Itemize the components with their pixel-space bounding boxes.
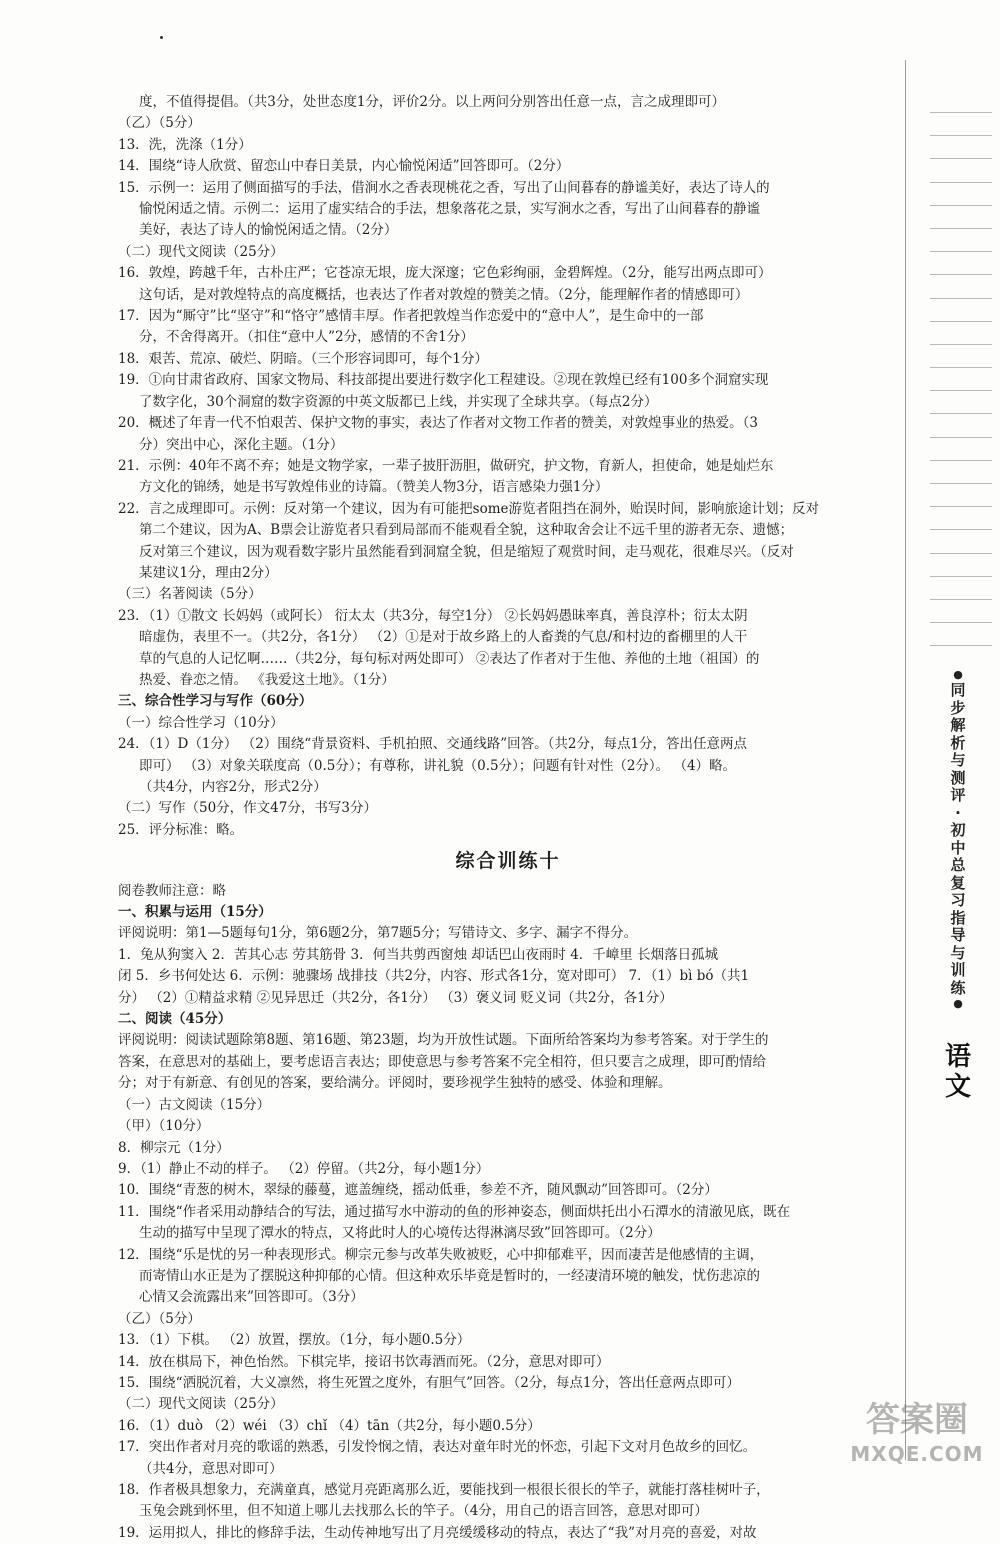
answer-line: 答案，在意思对的基础上，要考虑语言表达；即使意思与参考答案不完全相符，但只要言之成理，即可酌情给 <box>118 1053 766 1070</box>
note-line <box>930 413 992 414</box>
side-label-char: 复 <box>950 873 966 892</box>
answer-line: 23．（1）①散文 长妈妈（或阿长） 衍太太（共3分，每空1分） ②长妈妈愚昧率真，善良淳朴；衍太太阴 <box>118 607 748 624</box>
note-line <box>930 158 992 159</box>
answer-line: 10．围绕“青葱的树木，翠绿的藤蔓，遮盖缠绕，摇动低垂，参差不齐，随风飘动”回答即可。（2分） <box>118 1182 718 1199</box>
answer-section-training-10 <box>118 881 898 1544</box>
answer-line: 即可） （3）对象关联度高（0.5分）；有尊称，讲礼貌（0.5分）；问题有针对性（2分）。 （4）略。 <box>139 757 737 774</box>
answer-line: 这句话，是对敦煌特点的高度概括，也表达了作者对敦煌的赞美之情。（2分，能理解作者的情感即可） <box>139 286 749 303</box>
note-line <box>930 599 992 600</box>
subject-char: 文 <box>944 1072 971 1102</box>
note-line <box>930 460 992 461</box>
answer-line: 20．概述了年青一代不怕艰苦、保护文物的事实，表达了作者对文物工作者的赞美，对敦煌事业的热爱。（3 <box>118 415 759 432</box>
answer-line: 了数字化，30个洞窟的数字资源的中英文版都已上线，并实现了全球共享。（每点2分） <box>139 393 658 410</box>
answer-line: 18．艰苦、荒凉、破烂、阴暗。（三个形容词即可，每个1分） <box>118 350 489 367</box>
side-label-char: 步 <box>950 698 966 717</box>
note-line <box>930 645 992 646</box>
answer-line: 9．（1）静止不动的样子。 （2）停留。（共2分，每小题1分） <box>118 1160 490 1177</box>
answer-line: 暗虚伪，表里不一。（共2分，各1分） （2）①是对于故乡路上的人畜粪的气息/和村边的畜棚里的人干 <box>139 629 748 646</box>
side-label-char: 测 <box>950 768 966 787</box>
page-mark <box>160 36 163 39</box>
answer-section-previous <box>118 92 898 841</box>
side-label-char: 导 <box>950 926 966 944</box>
answer-line: 方文化的锦绣，她是书写敦煌伟业的诗篇。（赞美人物3分，语言感染力强1分） <box>139 479 609 496</box>
note-line <box>930 483 992 484</box>
answer-line: （共4分，内容2分，形式2分） <box>139 779 327 795</box>
answer-line: （乙）（5分） <box>118 115 201 132</box>
side-label-char: 同 <box>950 681 966 699</box>
bullet-icon: ● <box>953 668 963 681</box>
side-label-char: 初 <box>950 821 966 839</box>
answer-line: 11．围绕“作者采用动静结合的写法，通过描写水中游动的鱼的形神姿态，侧面烘托出小石潭水的清澈见底，既在 <box>118 1203 791 1220</box>
note-line <box>930 576 992 577</box>
answer-line: 13．（1）下棋。 （2）放置，摆放。（1分，每小题0.5分） <box>118 1332 471 1349</box>
answer-line: 24．（1）D（1分） （2）围绕“背景资料、手机拍照、交通线路”回答。（共2分，每点1分，答出任意两点 <box>118 736 748 753</box>
side-label-char: 总 <box>950 856 966 874</box>
answer-line: 分，不舍得离开。（扣住“意中人”2分，感情的不舍1分） <box>139 329 474 346</box>
answer-line: 15．示例一：运用了侧面描写的手法，借涧水之香表现桃花之香，写出了山间暮春的静谧美好，表达了诗人的 <box>118 179 770 196</box>
section-heading: 三、综合性学习与写作（60分） <box>118 693 313 710</box>
book-series-label <box>938 668 978 1011</box>
answer-line: 分） （2）①精益求精 ②见异思迁（共2分，各1分） （3）褒义词 贬义词（共2分，各1分） <box>118 989 673 1006</box>
side-label-char: 训 <box>950 961 966 979</box>
side-label-char: 评 <box>950 786 966 804</box>
answer-line: 18．作者极具想象力，充满童真，感觉月亮距离那么近，要能找到一根很长很长的竿子，就能打落桂树叶子， <box>118 1482 770 1498</box>
answer-line: （三）名著阅读（5分） <box>118 586 262 603</box>
note-line <box>930 344 992 345</box>
answer-line: 度，不值得提倡。（共3分，处世态度1分，评价2分。以上两问分别答出任意一点，言之成理即可） <box>139 94 726 110</box>
note-line <box>930 367 992 368</box>
note-line <box>930 321 992 322</box>
subject-label <box>938 1042 978 1102</box>
answer-line: 19．运用拟人，排比的修辞手法，生动传神地写出了月亮缓缓移动的特点，表达了“我”对月亮的喜爱，对故 <box>118 1524 757 1541</box>
answer-line: 17．突出作者对月亮的歌谣的熟悉，引发怜悯之情，表达对童年时光的怀恋，引起下文对月色故乡的回忆。 <box>118 1439 757 1456</box>
note-line <box>930 274 992 275</box>
answer-line: 玉兔会跳到怀里，但不知道上哪儿去找那么长的竿子。（4分，用自己的语言回答，意思对即可） <box>139 1503 708 1520</box>
side-label-char: 练 <box>950 978 966 997</box>
note-line <box>930 298 992 299</box>
answer-line: （共4分，意思对即可） <box>139 1460 283 1477</box>
answer-line: 愉悦闲适之情。示例二：运用了虚实结合的手法，想象落花之景，实写涧水之香，写出了山间暮春的静谧 <box>139 201 760 218</box>
margin-divider <box>905 60 906 1460</box>
answer-line: 13．洗，洗涤（1分） <box>118 136 252 153</box>
bullet-icon: ● <box>953 997 963 1010</box>
answer-line: （一）古文阅读（15分） <box>118 1096 271 1113</box>
note-line <box>930 182 992 183</box>
answer-line: 22．言之成理即可。示例：反对第一个建议，因为有可能把some游览者阻挡在洞外，贻误时间，影响旅途计划；反对 <box>118 500 820 517</box>
note-line <box>930 506 992 507</box>
note-line <box>930 112 992 113</box>
side-label-char: 与 <box>950 751 966 769</box>
answer-line: 16．敦煌，跨越千年，古朴庄严；它苍凉无垠，庞大深邃；它色彩绚丽，金碧辉煌。（2分，能写出两点即可） <box>118 265 772 282</box>
note-line <box>930 228 992 229</box>
answer-line: 热爱、眷恋之情。 《我爱这土地》。（1分） <box>139 671 395 688</box>
answer-line: （二）写作（50分，作文47分，书写3分） <box>118 800 377 817</box>
note-line <box>930 390 992 391</box>
answer-line: 1．兔从狗窦入 2．苦其心志 劳其筋骨 3．何当共剪西窗烛 却话巴山夜雨时 4．千嶂里 长烟落日孤城 <box>118 946 719 963</box>
side-label-char: 与 <box>950 943 966 962</box>
note-line <box>930 205 992 206</box>
answer-line: 阅卷教师注意：略 <box>118 882 226 899</box>
answer-line: 19．①向甘肃省政府、国家文物局、科技部提出要进行数字化工程建设。②现在敦煌已经有100多个洞窟实现 <box>118 372 769 389</box>
section-title: 综合训练十 <box>455 850 561 873</box>
side-label-char: 中 <box>950 838 966 857</box>
answer-key-content <box>118 92 898 1544</box>
answer-line: 评阅说明：阅读试题除第8题、第16题、第23题，均为开放性试题。下面所给答案均为参考答案。对于学生的 <box>118 1032 769 1049</box>
answer-line: 25．评分标准：略。 <box>118 821 244 838</box>
answer-line: （二）现代文阅读（25分） <box>118 1396 284 1413</box>
answer-line: 草的气息的人记忆啊……（共2分，每句标对两处即可） ②表达了作者对于生他、养他的土地（祖国）的 <box>139 650 760 667</box>
answer-line: 14．围绕“诗人欣赏、留恋山中春日美景，内心愉悦闲适”回答即可。（2分） <box>118 158 570 175</box>
note-line <box>930 622 992 623</box>
answer-line: 而寄情山水正是为了摆脱这种抑郁的心情。但这种欢乐毕竟是暂时的，一经凄清环境的触发，忧伤悲凉的 <box>139 1267 760 1284</box>
answer-line: （乙）（5分） <box>118 1310 201 1327</box>
side-label-char: 习 <box>950 891 966 909</box>
answer-line: 分；对于有新意、有创见的答案，要给满分。评阅时，要珍视学生独特的感受、体验和理解。 <box>118 1075 672 1092</box>
answer-line: 评阅说明：第1—5题每句1分，第6题2分，第7题5分；写错诗文、多字、漏字不得分。 <box>118 925 638 942</box>
section-heading: 一、积累与运用（15分） <box>118 904 272 921</box>
answer-line: 21．示例：40年不离不弃；她是文物学家，一辈子披肝沥胆，做研究，护文物，育新人，担使命，她是灿烂东 <box>118 457 774 474</box>
answer-line: （甲）（10分） <box>118 1118 210 1135</box>
answer-line: 生动的描写中呈现了潭水的特点，又将此时人的心境传达得淋漓尽致”回答即可。（2分） <box>139 1225 661 1242</box>
answer-line: 12．围绕“乐是忧的另一种表现形式。柳宗元参与改革失败被贬，心中抑郁难平，因而凄苦是他感情的主调， <box>118 1246 764 1263</box>
answer-line: 8．柳宗元（1分） <box>118 1139 230 1156</box>
side-label-char: 析 <box>950 733 966 752</box>
answer-line: 17．因为“厮守”比“坚守”和“恪守”感情丰厚。作者把敦煌当作恋爱中的“意中人”，是生命中的一部 <box>118 308 704 325</box>
answer-line: （一）综合性学习（10分） <box>118 714 284 731</box>
watermark-logo-text: 答案圈 <box>866 1400 968 1440</box>
subject-char: 语 <box>944 1042 971 1072</box>
answer-line: 分）突出中心，深化主题。（1分） <box>139 436 344 453</box>
answer-line: 14．放在棋局下，神色怡然。下棋完毕，接诏书饮毒酒而死。（2分，意思对即可） <box>118 1353 610 1370</box>
answer-line: 心情又会流露出来”回答即可。（3分） <box>139 1289 364 1306</box>
section-heading: 二、阅读（45分） <box>118 1011 232 1028</box>
note-line <box>930 135 992 136</box>
note-lines <box>930 112 992 669</box>
answer-line: （二）现代文阅读（25分） <box>118 243 284 260</box>
side-label-char: 指 <box>950 908 966 927</box>
side-label-char: 解 <box>950 716 966 734</box>
answer-line: 闭 5．乡书何处达 6．示例：驰骤场 战排技（共2分，内容、形式各1分，宽对即可） 7．（1）bì bó（共1 <box>118 968 750 985</box>
site-watermark <box>842 1398 992 1473</box>
answer-line: 16．（1）duò （2）wéi （3）chǐ （4）tān（共2分，每小题0.5分） <box>118 1417 541 1434</box>
answer-line: 15．围绕“洒脱沉着，大义凛然，将生死置之度外，有胆气”回答。（2分，每点1分，答出任意两点即可） <box>118 1374 740 1391</box>
note-line <box>930 529 992 530</box>
answer-line: 某建议1分，理由2分） <box>139 564 278 581</box>
answer-line: 第二个建议，因为A、B票会让游览者只看到局部而不能观看全貌，这种取舍会让不远千里的游者无奈、遗憾； <box>139 522 794 539</box>
note-line <box>930 251 992 252</box>
answer-line: 美好，表达了诗人的愉悦闲适之情。（2分） <box>139 222 398 239</box>
note-line <box>930 437 992 438</box>
watermark-url: MXQE.COM <box>850 1442 984 1466</box>
note-line <box>930 553 992 554</box>
side-label-char: · <box>955 803 961 822</box>
answer-line: 反对第三个建议，因为观看数字影片虽然能看到洞窟全貌，但是缩短了观赏时间，走马观花，很难尽兴。（反对 <box>139 543 794 560</box>
